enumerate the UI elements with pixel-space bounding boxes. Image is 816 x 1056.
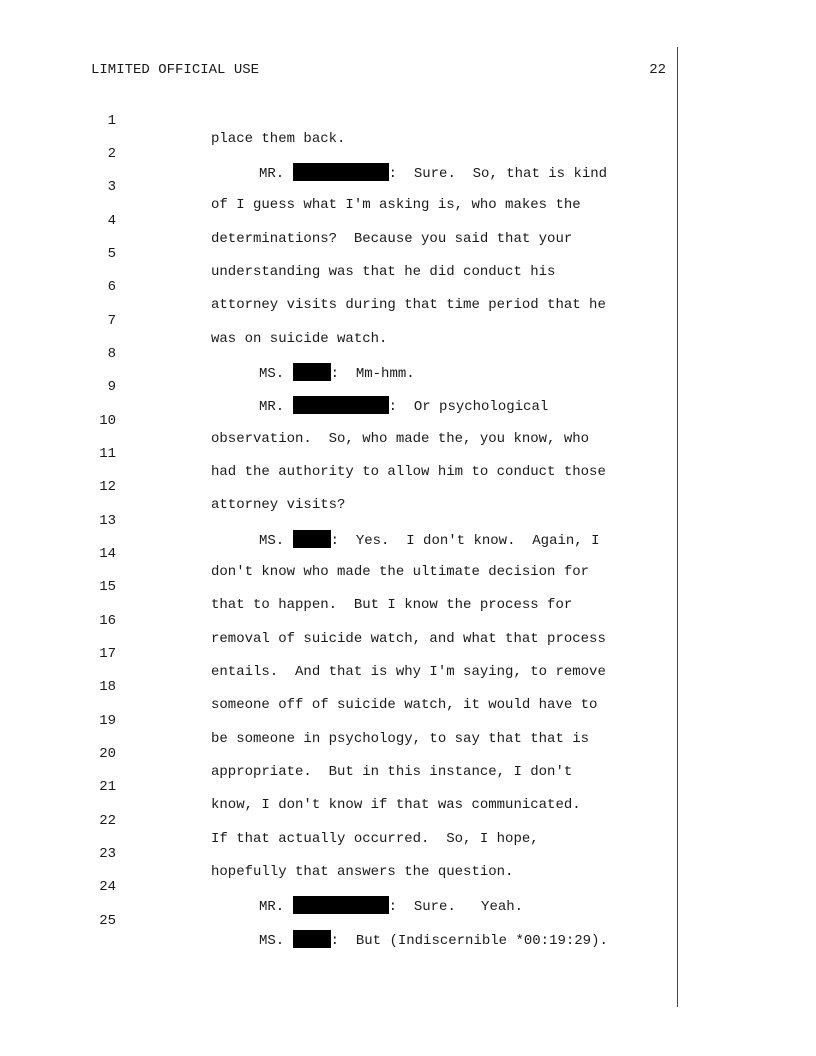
speaker-colon: :	[330, 533, 340, 549]
transcript-line	[0, 494, 816, 549]
line-number: 18	[99, 679, 116, 695]
transcript-line	[0, 694, 816, 747]
line-number: 17	[99, 646, 116, 662]
line-text: that to happen. But I know the process for	[211, 597, 573, 613]
transcript-line	[0, 860, 816, 915]
transcript-line	[0, 227, 816, 280]
line-text: If that actually occurred. So, I hope,	[211, 831, 539, 847]
line-number: 21	[99, 779, 116, 795]
line-number: 13	[99, 513, 116, 529]
line-number: 6	[107, 279, 116, 295]
line-text: Yes. I don't know. Again, I	[355, 533, 600, 549]
line-number: 20	[99, 746, 116, 762]
speaker-title: MR.	[259, 899, 285, 915]
transcript-line	[0, 827, 816, 880]
line-text: entails. And that is why I'm saying, to remove	[211, 664, 606, 680]
line-text: Sure. Yeah.	[413, 899, 524, 915]
speaker-colon: :	[388, 166, 398, 182]
transcript-line	[0, 460, 816, 513]
classification-header: LIMITED OFFICIAL USE	[91, 62, 260, 78]
transcript-line	[0, 794, 816, 847]
line-text: be someone in psychology, to say that that is	[211, 731, 590, 747]
line-text: don't know who made the ultimate decision for	[211, 564, 590, 580]
speaker-title: MR.	[259, 166, 285, 182]
line-number: 5	[107, 246, 116, 262]
line-number: 2	[107, 146, 116, 162]
line-text: observation. So, who made the, you know, who	[211, 431, 590, 447]
line-number: 16	[99, 613, 116, 629]
line-text: But (Indiscernible *00:19:29).	[355, 933, 608, 949]
line-text: determinations? Because you said that your	[211, 231, 573, 247]
line-text: had the authority to allow him to conduct those	[211, 464, 606, 480]
transcript-line	[0, 394, 816, 447]
speaker-colon: :	[388, 899, 398, 915]
line-text: was on suicide watch.	[211, 331, 388, 347]
speaker-colon: :	[388, 399, 398, 415]
line-text: attorney visits during that time period that he	[211, 297, 606, 313]
line-number: 24	[99, 879, 116, 895]
transcript-line	[0, 427, 816, 480]
line-number: 25	[99, 913, 116, 929]
line-text: know, I don't know if that was communicated.	[211, 797, 581, 813]
speaker-colon: :	[330, 366, 340, 382]
line-text: attorney visits?	[211, 497, 346, 513]
page-number: 22	[649, 62, 666, 78]
line-text: of I guess what I'm asking is, who makes the	[211, 197, 581, 213]
line-number: 8	[107, 346, 116, 362]
line-number: 14	[99, 546, 116, 562]
line-number: 22	[99, 813, 116, 829]
transcript-line	[0, 594, 816, 647]
line-number: 3	[107, 179, 116, 195]
line-text: place them back.	[211, 131, 346, 147]
line-number: 9	[107, 379, 116, 395]
speaker-title: MS.	[259, 933, 285, 949]
transcript-line	[0, 127, 816, 182]
line-text: appropriate. But in this instance, I don't	[211, 764, 573, 780]
transcript-line	[0, 894, 816, 949]
line-text: someone off of suicide watch, it would have to	[211, 697, 598, 713]
redaction-block	[293, 930, 331, 948]
transcript-line	[0, 160, 816, 213]
transcript-line	[0, 294, 816, 347]
transcript-line	[0, 260, 816, 313]
line-number: 19	[99, 713, 116, 729]
transcript-line	[0, 627, 816, 680]
line-number: 11	[99, 446, 116, 462]
line-number: 15	[99, 579, 116, 595]
transcript-line	[0, 327, 816, 382]
transcript-line	[0, 660, 816, 713]
line-text: understanding was that he did conduct his	[211, 264, 556, 280]
line-text: Sure. So, that is kind	[413, 166, 608, 182]
line-text: Or psychological	[413, 399, 549, 415]
line-number: 4	[107, 213, 116, 229]
transcript-line	[0, 527, 816, 580]
speaker-title: MR.	[259, 399, 285, 415]
speaker-colon: :	[330, 933, 340, 949]
line-number: 12	[99, 479, 116, 495]
speaker-title: MS.	[259, 533, 285, 549]
line-text: hopefully that answers the question.	[211, 864, 514, 880]
transcript-line	[0, 560, 816, 613]
transcript-line	[0, 360, 816, 415]
transcript-line	[0, 94, 816, 147]
line-number: 1	[107, 113, 116, 129]
line-text: Mm-hmm.	[355, 366, 415, 382]
transcript-line	[0, 727, 816, 780]
speaker-turn	[259, 930, 608, 950]
transcript-line	[0, 760, 816, 813]
line-number: 23	[99, 846, 116, 862]
line-number: 7	[107, 313, 116, 329]
line-number: 10	[99, 413, 116, 429]
line-text: removal of suicide watch, and what that process	[211, 631, 606, 647]
speaker-title: MS.	[259, 366, 285, 382]
transcript-line	[0, 194, 816, 247]
